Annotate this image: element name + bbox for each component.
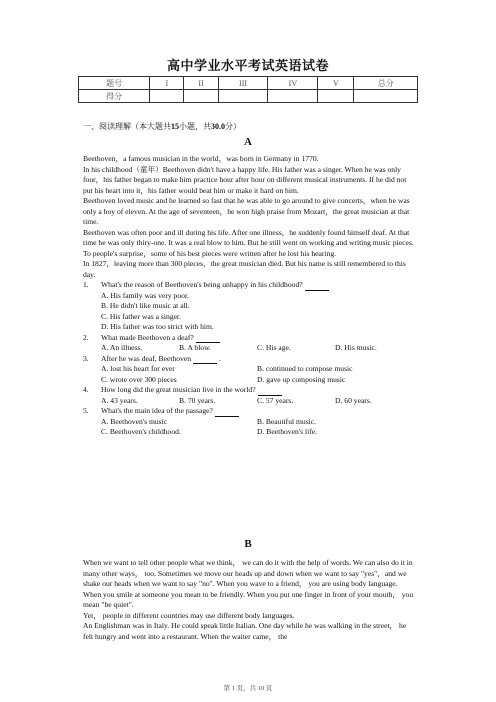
answer-blank[interactable] [196, 334, 220, 343]
option[interactable]: C. His father was a singer. [101, 311, 181, 321]
answer-blank[interactable] [193, 355, 217, 364]
question-stem: How long did the great musician live in the world? [101, 385, 256, 394]
option[interactable]: D. Beethoven's life. [257, 427, 317, 436]
option[interactable]: C. Beethoven's childhood. [101, 427, 181, 436]
question-stem: What made Beethoven a deaf? [101, 332, 194, 342]
passage-a-letter: A [244, 136, 252, 148]
passage-paragraph: In his childhood（童年）Beethoven didn't have a happy life. His father was a singer. When he was only four，his father began to make him practice hour after hour on different musical instruments. If he did not put his heart into it，his father would beat him or make it hard on him. [83, 164, 407, 195]
question-5 [83, 406, 416, 438]
score-cell [218, 90, 268, 103]
option[interactable]: D. 60 years. [335, 395, 372, 405]
score-cell: IV [268, 77, 318, 90]
section-heading [83, 121, 241, 132]
option[interactable]: A. An illness. [101, 343, 143, 352]
score-table-score-row [79, 90, 418, 103]
score-cell [318, 90, 354, 103]
passage-paragraph: An Englishman was in Italy. He could speak little Italian. One day while he was walking in the street， he felt hungry and went into a restaurant. When the waiter came， the [83, 621, 407, 641]
question-1 [83, 280, 416, 333]
passage-a [83, 154, 416, 438]
score-cell: I [150, 77, 184, 90]
option[interactable]: A. lost his heart for ever [101, 364, 175, 373]
option[interactable]: B. A blow. [179, 343, 211, 352]
question-4 [83, 385, 416, 406]
question-number: 3. [83, 353, 89, 363]
section-heading-suffix: 分） [225, 122, 241, 131]
passage-paragraph: In 1827，leaving more than 300 pieces，the great musician died. But his name is still remembered to this day. [83, 259, 406, 279]
score-cell: II [184, 77, 218, 90]
score-cell: 得分 [79, 90, 150, 103]
page-title: 高中学业水平考试英语试卷 [166, 58, 329, 73]
passage-paragraph: Beethoven was often poor and ill during his life. After one illness，he suddenly found himself deaf. At that time he was only thiry-one. It was a real blow to him. But he still went on working and writing music pieces. To people's surprise，some of his best pieces were written after he lost his hearing. [83, 227, 414, 258]
option[interactable]: B. 70 years. [179, 395, 216, 405]
option[interactable]: D. His music. [335, 343, 377, 352]
section-points: 30.0 [211, 122, 225, 131]
passage-b [83, 558, 416, 642]
score-table [78, 76, 418, 103]
question-3 [83, 354, 416, 386]
passage-paragraph: Yet， people in different countries may use different body languages. [83, 610, 295, 620]
option[interactable]: C. wrote over 300 pieces [101, 374, 177, 384]
score-table-header-row [79, 77, 418, 90]
score-cell: 总分 [354, 77, 418, 90]
page-footer: 第 1 页，共 10 页 [223, 685, 273, 692]
passage-b-letter: B [244, 538, 252, 550]
answer-blank[interactable] [215, 408, 239, 417]
score-cell [354, 90, 418, 103]
score-cell: 题号 [79, 77, 150, 90]
passage-paragraph: Beethoven loved music and he learned so fast that he was able to go around to give concerts，when he was only a boy of eleven. At the age of seventeen，he won high praise from Mozart，the great musician at that time. [83, 196, 410, 226]
passage-paragraph: Beethoven，a famous musician in the world，was born in Germany in 1770. [83, 154, 319, 163]
question-number: 5. [83, 406, 89, 415]
question-number: 4. [83, 385, 89, 394]
option[interactable]: B. Beautiful music. [257, 416, 317, 426]
option[interactable]: C. His age. [257, 343, 291, 352]
question-stem: What's the main idea of the passage? [101, 406, 213, 415]
section-heading-mid: 小题，共 [179, 122, 211, 131]
score-cell: V [318, 77, 354, 90]
answer-blank[interactable] [305, 282, 329, 291]
section-heading-prefix: 一、阅读理解（本大题共 [83, 122, 171, 131]
option[interactable]: B. continued to compose music [257, 364, 353, 373]
question-2 [83, 333, 416, 354]
option[interactable]: D. gave up composing music [257, 374, 346, 384]
option[interactable]: A. His family was very poor. [101, 290, 189, 300]
answer-blank[interactable] [258, 387, 282, 396]
option[interactable]: B. He didn't like music at all. [101, 301, 190, 310]
option[interactable]: C. 57 years. [257, 395, 294, 405]
option[interactable]: D. His father was too strict with him. [101, 322, 214, 331]
score-cell [184, 90, 218, 103]
option[interactable]: A. 43 years. [101, 395, 138, 405]
question-number: 2. [83, 332, 89, 342]
question-number: 1. [83, 280, 89, 289]
passage-paragraph: When we want to tell other people what we think， we can do it with the help of words. We can also do it in many other ways， too. Sometimes we move our heads up and down when we want to say "yes"，and we shake our heads when we want to say "no". When you wave to a friend， you are using body language. When you smile at someone you mean to be friendly. When you put one finger in front of your mouth， you mean "be quiet". [83, 558, 414, 609]
score-cell: III [218, 77, 268, 90]
question-stem-end: . [218, 353, 221, 363]
question-stem: What's the reason of Beethoven's being unhappy in his childhood? [101, 280, 303, 289]
score-cell [150, 90, 184, 103]
option[interactable]: A. Beethoven's music [101, 416, 168, 426]
question-stem: After he was deaf, Beethoven [101, 353, 192, 363]
score-cell [268, 90, 318, 103]
section-question-count: 15 [171, 122, 179, 131]
